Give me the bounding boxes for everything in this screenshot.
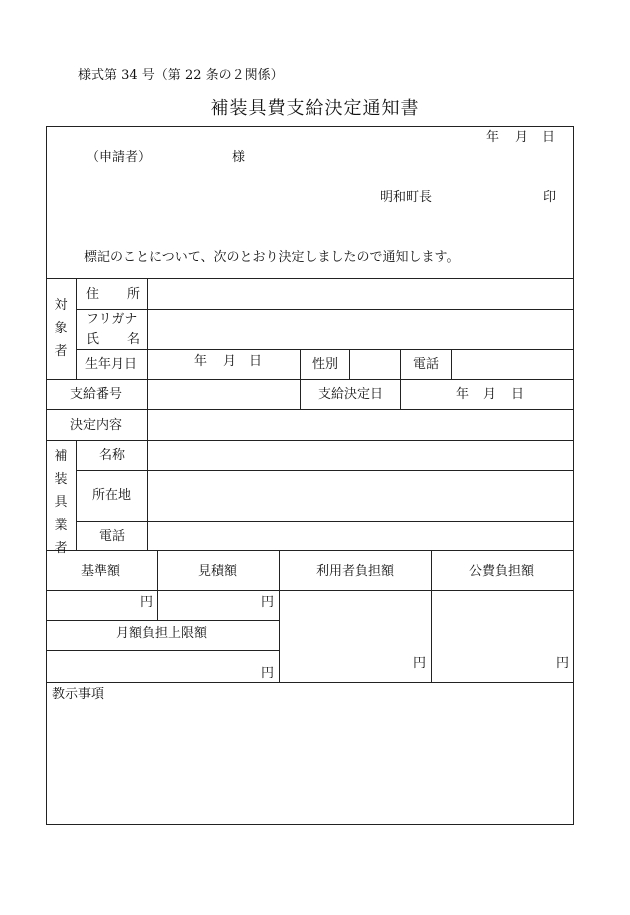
birthdate-label: 生年月日 <box>85 357 138 372</box>
yen-unit: 円 <box>556 656 570 671</box>
subject-group-label <box>51 294 71 363</box>
name-label-1: 氏 <box>86 332 100 347</box>
divider <box>431 550 432 683</box>
divider <box>400 349 401 410</box>
divider <box>157 550 158 621</box>
label-char: 者 <box>54 344 68 359</box>
label-char: 業 <box>54 518 68 533</box>
provider-location-label: 所在地 <box>92 488 132 503</box>
content-label: 決定内容 <box>70 418 123 433</box>
document-title: 補装具費支給決定通知書 <box>210 98 420 119</box>
border-left <box>46 126 47 825</box>
monthly-cap-label: 月額負担上限額 <box>116 626 208 641</box>
divider <box>46 409 574 410</box>
yen-unit: 円 <box>413 656 427 671</box>
birth-day: 日 <box>249 354 263 369</box>
divider <box>46 620 279 621</box>
address-label-2: 所 <box>127 287 141 302</box>
divider <box>46 440 574 441</box>
sex-label: 性別 <box>312 357 339 372</box>
notice-body: 標記のことについて、次のとおり決定しましたので通知します。 <box>84 250 460 265</box>
divider <box>300 349 301 410</box>
instructions-label: 教示事項 <box>52 687 105 702</box>
divider <box>147 440 148 551</box>
divider <box>46 590 574 591</box>
divider <box>76 440 77 551</box>
public-share-label: 公費負担額 <box>469 564 535 579</box>
border-bottom <box>46 824 574 825</box>
applicant-label: （申請者） <box>86 150 152 165</box>
notice-date-year: 年 <box>486 130 500 145</box>
provider-phone-label: 電話 <box>99 529 126 544</box>
divider <box>76 470 574 471</box>
divider <box>147 278 148 440</box>
label-char: 装 <box>54 472 68 487</box>
divider <box>46 278 574 279</box>
provider-group-label <box>51 445 71 560</box>
label-char: 具 <box>54 495 68 510</box>
notice-date-month: 月 <box>515 130 529 145</box>
phone-label: 電話 <box>413 357 440 372</box>
divider <box>349 349 350 380</box>
yen-unit: 円 <box>140 595 154 610</box>
divider <box>279 550 280 683</box>
notice-date-day: 日 <box>542 130 556 145</box>
provider-name-label: 名称 <box>99 448 126 463</box>
furigana-label: フリガナ <box>86 312 138 327</box>
divider <box>46 550 574 551</box>
birth-month: 月 <box>223 354 237 369</box>
decision-year: 年 <box>456 387 470 402</box>
label-char: 象 <box>54 321 68 336</box>
form-number: 様式第 34 号（第 22 条の２関係） <box>78 68 284 83</box>
divider <box>76 309 574 310</box>
user-share-label: 利用者負担額 <box>316 564 395 579</box>
standard-amount-label: 基準額 <box>81 564 121 579</box>
border-right <box>573 126 574 825</box>
seal-mark: 印 <box>543 190 557 205</box>
yen-unit: 円 <box>261 595 275 610</box>
decision-month: 月 <box>483 387 497 402</box>
divider <box>46 650 279 651</box>
divider <box>46 682 574 683</box>
decision-day: 日 <box>511 387 525 402</box>
estimate-amount-label: 見積額 <box>198 564 238 579</box>
yen-unit: 円 <box>261 666 275 681</box>
divider <box>76 521 574 522</box>
payment-number-label: 支給番号 <box>70 387 123 402</box>
name-label-2: 名 <box>127 332 141 347</box>
divider <box>76 278 77 379</box>
birth-year: 年 <box>194 354 208 369</box>
label-char: 者 <box>54 541 68 556</box>
border-top <box>46 126 574 127</box>
divider <box>46 379 574 380</box>
address-label-1: 住 <box>86 287 100 302</box>
divider <box>451 349 452 380</box>
issuer: 明和町長 <box>380 190 433 205</box>
decision-date-label: 支給決定日 <box>318 387 384 402</box>
divider <box>76 349 574 350</box>
honorific: 様 <box>232 150 246 165</box>
label-char: 補 <box>54 449 68 464</box>
label-char: 対 <box>54 298 68 313</box>
